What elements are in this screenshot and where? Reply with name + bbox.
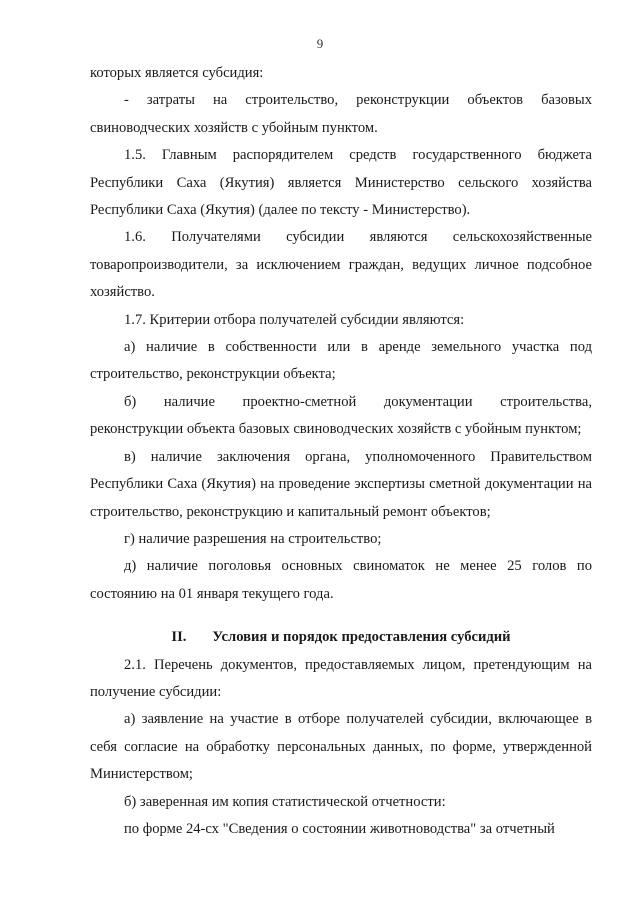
paragraph: - затраты на строительство, реконструкции объектов базовых свиноводческих хозяйств с убойным пунктом. bbox=[90, 92, 592, 136]
paragraph: 2.1. Перечень документов, предоставляемых лицом, претендующим на получение субсидии: bbox=[90, 656, 592, 700]
section-number: II. bbox=[171, 629, 187, 646]
paragraph: по форме 24-сх "Сведения о состоянии животноводства" за отчетный bbox=[124, 820, 555, 837]
paragraph: д) наличие поголовья основных свиноматок не менее 25 голов по состоянию на 01 января текущего года. bbox=[90, 558, 592, 602]
paragraph: которых является субсидия: bbox=[90, 65, 264, 81]
paragraph: а) наличие в собственности или в аренде земельного участка под строительство, реконструкции объекта; bbox=[90, 339, 592, 383]
section-title: Условия и порядок предоставления субсидий bbox=[212, 629, 511, 646]
paragraph: 1.7. Критерии отбора получателей субсидии являются: bbox=[124, 311, 465, 328]
document-body bbox=[90, 60, 592, 843]
paragraph: б) заверенная им копия статистической отчетности: bbox=[124, 793, 446, 810]
paragraph: а) заявление на участие в отборе получателей субсидии, включающее в себя согласие на обработку персональных данных, по форме, утвержденной Министерством; bbox=[90, 711, 592, 783]
section-heading bbox=[90, 624, 592, 651]
paragraph: г) наличие разрешения на строительство; bbox=[124, 530, 382, 547]
page-number: 9 bbox=[316, 36, 324, 51]
paragraph: 1.5. Главным распорядителем средств государственного бюджета Республики Саха (Якутия) является Министерство сельского хозяйства Республики Саха (Якутия) (далее по тексту - Министерство). bbox=[90, 147, 592, 219]
paragraph: 1.6. Получателями субсидии являются сельскохозяйственные товаропроизводители, за исключением граждан, ведущих личное подсобное хозяйство. bbox=[90, 229, 592, 301]
paragraph: б) наличие проектно-сметной документации строительства, реконструкции объекта базовых свиноводческих хозяйств с убойным пунктом; bbox=[90, 393, 592, 438]
paragraph: в) наличие заключения органа, уполномоченного Правительством Республики Саха (Якутия) на проведение экспертизы сметной документации на строительство, реконструкцию и капитальный ремонт объектов; bbox=[90, 448, 592, 520]
